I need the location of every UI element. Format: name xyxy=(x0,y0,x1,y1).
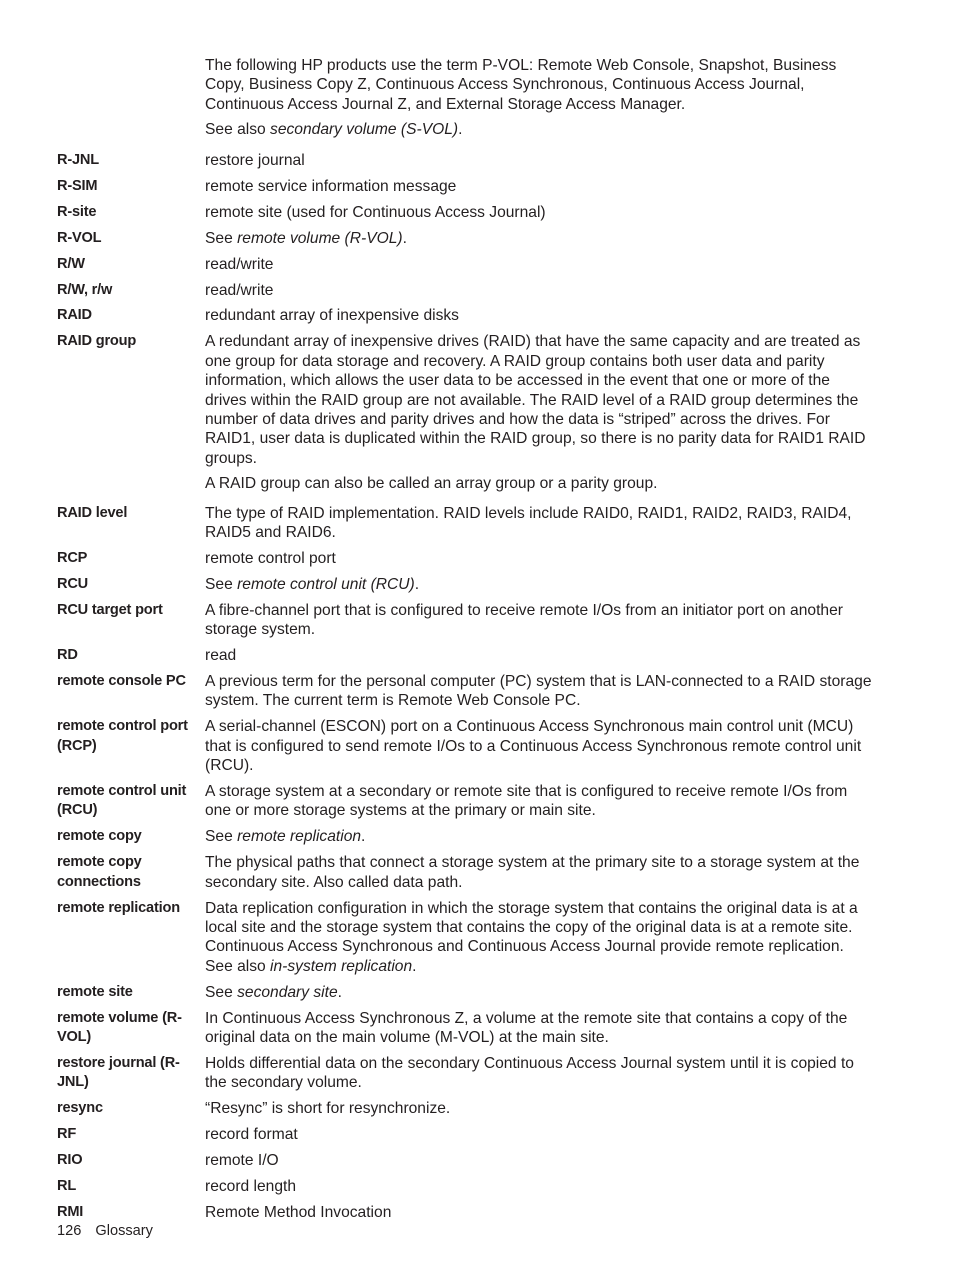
definition-text: read/write xyxy=(205,281,274,299)
glossary-entry xyxy=(57,646,872,665)
glossary-entry xyxy=(57,782,872,821)
glossary-entry xyxy=(57,601,872,640)
definition-paragraph xyxy=(205,782,872,821)
glossary-term: R-JNL xyxy=(57,152,99,168)
definition-paragraph xyxy=(205,1177,872,1196)
definition-text: Remote Method Invocation xyxy=(205,1203,392,1221)
definition-paragraph xyxy=(205,1009,872,1048)
glossary-definition xyxy=(205,203,872,222)
definition-paragraph xyxy=(205,332,872,468)
glossary-entry xyxy=(57,717,872,775)
definition-text: read/write xyxy=(205,255,274,273)
cross-reference: secondary site xyxy=(237,983,338,1001)
glossary-term: resync xyxy=(57,1100,103,1117)
see-also-prefix: See also xyxy=(205,121,271,139)
glossary-term: RAID xyxy=(57,307,92,324)
glossary-entry xyxy=(57,1099,872,1118)
glossary-entry xyxy=(57,151,872,170)
glossary-term: restore journal (R-JNL) xyxy=(57,1054,180,1091)
definition-paragraph xyxy=(205,1203,872,1222)
glossary-term: RCU xyxy=(57,575,89,592)
see-also-suffix: . xyxy=(458,121,463,139)
glossary-definition xyxy=(205,601,872,640)
glossary-definition xyxy=(205,1099,872,1118)
glossary-term: R-VOL xyxy=(57,229,102,246)
glossary-term: remote control port (RCP) xyxy=(57,718,188,754)
glossary-entry xyxy=(57,306,872,325)
glossary-term: R-SIM xyxy=(57,177,98,194)
glossary-definition xyxy=(205,1009,872,1048)
glossary-definition xyxy=(205,827,872,846)
glossary-definition xyxy=(205,1203,872,1222)
definition-paragraph xyxy=(205,229,872,248)
definition-text: A redundant array of inexpensive drives (RAID) that have the same capacity and are treated as one group for data storage and recovery. A RAID group contains both user data and parity information, which allows the user data to be accessed in the event that one or more of the drives within the RAID group are not available. The RAID level of a RAID group determines the number of data drives and parity drives and how the data is “striped” across the drives. For RAID1, user data is duplicated within the RAID group, so there is no parity data for RAID1 RAID groups. xyxy=(205,333,866,467)
definition-paragraph xyxy=(205,203,872,222)
pvol-products-paragraph: The following HP products use the term P-VOL: Remote Web Console, Snapshot, Business Copy, Business Copy Z, Continuous Access Synchronous, Continuous Access Journal, Continuous Access Journal Z, and External Storage Access Manager. xyxy=(205,57,837,113)
glossary-term: remote replication xyxy=(57,899,180,916)
glossary-definition xyxy=(205,1177,872,1196)
see-also-link: secondary volume (S-VOL) xyxy=(270,121,459,139)
glossary-definition xyxy=(205,853,872,892)
definition-text: . xyxy=(414,575,420,593)
glossary-entry xyxy=(57,672,872,711)
glossary-term: RF xyxy=(57,1126,77,1143)
definition-text: See xyxy=(205,575,238,593)
glossary-term: remote copy connections xyxy=(57,854,142,890)
definition-paragraph xyxy=(205,601,872,640)
definition-text: A storage system at a secondary or remote site that is configured to receive remote I/Os from one or more storage systems at the primary or main site. xyxy=(205,782,848,820)
pvol-see-also xyxy=(205,120,870,139)
definition-text: record length xyxy=(205,1177,297,1195)
definition-text: restore journal xyxy=(205,152,305,169)
glossary-definition xyxy=(205,1151,872,1170)
definition-text: . xyxy=(402,229,407,247)
glossary-definition xyxy=(205,151,872,170)
definition-paragraph xyxy=(205,646,872,665)
definition-text: “Resync” is short for resynchronize. xyxy=(205,1100,451,1118)
glossary-term: remote console PC xyxy=(57,672,186,689)
glossary-term: RCP xyxy=(57,549,88,566)
definition-text: remote control port xyxy=(205,549,336,567)
glossary-entry xyxy=(57,177,872,196)
glossary-definition xyxy=(205,1054,872,1093)
glossary-definition xyxy=(205,899,872,977)
glossary-definition xyxy=(205,717,872,775)
glossary-entry xyxy=(57,983,872,1002)
glossary-term: R-site xyxy=(57,203,97,220)
definition-text: . xyxy=(361,828,366,846)
definition-text: A fibre-channel port that is configured to receive remote I/Os from an initiator port on another storage system. xyxy=(205,601,843,639)
glossary-definition xyxy=(205,983,872,1002)
glossary-entry xyxy=(57,575,872,594)
glossary-definition xyxy=(205,255,872,274)
definition-text: The type of RAID implementation. RAID levels include RAID0, RAID1, RAID2, RAID3, RAID4, RAID5 and RAID6. xyxy=(205,504,852,541)
definition-paragraph xyxy=(205,474,872,493)
glossary-term: remote volume (R-VOL) xyxy=(57,1009,182,1045)
glossary-definition xyxy=(205,229,872,248)
definition-paragraph xyxy=(205,1151,872,1170)
definition-paragraph xyxy=(205,306,872,325)
definition-text: A serial-channel (ESCON) port on a Continuous Access Synchronous main control unit (MCU) that is configured to send remote I/Os to a Continuous Access Synchronous remote control unit (RCU). xyxy=(205,718,862,775)
definition-paragraph xyxy=(205,504,872,543)
cross-reference: in-system replication xyxy=(270,957,413,975)
glossary-definition xyxy=(205,646,872,665)
glossary-list xyxy=(57,151,872,1222)
definition-text: record format xyxy=(205,1126,298,1144)
definition-paragraph xyxy=(205,1099,872,1118)
definition-paragraph xyxy=(205,281,872,300)
definition-paragraph xyxy=(205,672,872,711)
glossary-entry xyxy=(57,1151,872,1170)
glossary-entry xyxy=(57,281,872,300)
glossary-definition xyxy=(205,782,872,821)
glossary-entry xyxy=(57,853,872,892)
definition-text: remote I/O xyxy=(205,1151,279,1169)
glossary-entry xyxy=(57,827,872,846)
glossary-entry xyxy=(57,1203,872,1222)
glossary-definition xyxy=(205,1125,872,1144)
cross-reference: remote control unit (RCU) xyxy=(237,575,415,593)
glossary-entry xyxy=(57,332,872,493)
pvol-definition-continuation xyxy=(205,56,870,140)
glossary-entry xyxy=(57,1125,872,1144)
definition-paragraph xyxy=(205,983,872,1002)
definition-text: remote service information message xyxy=(205,177,457,195)
definition-paragraph xyxy=(205,1125,872,1144)
glossary-term: R/W, r/w xyxy=(57,281,113,298)
definition-paragraph xyxy=(205,177,872,196)
definition-paragraph xyxy=(205,1054,872,1093)
glossary-definition xyxy=(205,332,872,493)
definition-text: A RAID group can also be called an array group or a parity group. xyxy=(205,475,658,493)
glossary-definition xyxy=(205,504,872,543)
footer-section: Glossary xyxy=(95,1223,153,1239)
definition-text: . xyxy=(412,957,417,975)
glossary-entry xyxy=(57,255,872,274)
glossary-definition xyxy=(205,549,872,568)
glossary-term: RAID level xyxy=(57,504,128,521)
definition-paragraph xyxy=(205,899,872,977)
glossary-term: RMI xyxy=(57,1203,84,1220)
definition-text: Holds differential data on the secondary Continuous Access Journal system until it is copied to the secondary volume. xyxy=(205,1054,854,1092)
definition-text: See xyxy=(205,828,238,846)
glossary-entry xyxy=(57,1009,872,1048)
definition-paragraph xyxy=(205,575,872,594)
definition-text: In Continuous Access Synchronous Z, a volume at the remote site that contains a copy of the original data on the main volume (M-VOL) at the main site. xyxy=(205,1009,848,1046)
definition-text: Data replication configuration in which the storage system that contains the original data is at a local site and the storage system that contains the copy of the original data is at a remote site. Continuous Access Synchronous and Continuous Access Journal provide remote replication. See also xyxy=(205,899,858,975)
glossary-term: remote control unit (RCU) xyxy=(57,782,187,819)
glossary-term: RAID group xyxy=(57,333,137,350)
definition-text: See xyxy=(205,229,238,247)
definition-text: See xyxy=(205,983,238,1001)
definition-paragraph xyxy=(205,827,872,846)
glossary-definition xyxy=(205,672,872,711)
glossary-term: RIO xyxy=(57,1151,83,1168)
glossary-definition xyxy=(205,281,872,300)
definition-paragraph xyxy=(205,717,872,775)
glossary-entry xyxy=(57,229,872,248)
glossary-term: RCU target port xyxy=(57,601,163,618)
glossary-term: RL xyxy=(57,1177,77,1194)
glossary-definition xyxy=(205,575,872,594)
definition-text: remote site (used for Continuous Access Journal) xyxy=(205,203,546,221)
glossary-term: remote copy xyxy=(57,828,142,845)
glossary-entry xyxy=(57,504,872,543)
glossary-entry xyxy=(57,549,872,568)
glossary-entry xyxy=(57,1054,872,1093)
page-footer xyxy=(57,1222,153,1241)
definition-text: read xyxy=(205,647,237,665)
definition-text: redundant array of inexpensive disks xyxy=(205,307,459,325)
definition-text: The physical paths that connect a storage system at the primary site to a storage system at the secondary site. Also called data path. xyxy=(205,854,860,891)
glossary-definition xyxy=(205,306,872,325)
cross-reference: remote volume (R-VOL) xyxy=(237,229,403,247)
definition-paragraph xyxy=(205,151,872,170)
definition-text: . xyxy=(337,983,342,1001)
definition-paragraph xyxy=(205,549,872,568)
glossary-definition xyxy=(205,177,872,196)
definition-text: A previous term for the personal computer (PC) system that is LAN-connected to a RAID storage system. The current term is Remote Web Console PC. xyxy=(205,672,872,710)
glossary-term: RD xyxy=(57,647,78,664)
glossary-entry xyxy=(57,899,872,977)
glossary-entry xyxy=(57,203,872,222)
glossary-entry xyxy=(57,1177,872,1196)
definition-paragraph xyxy=(205,255,872,274)
page-number: 126 xyxy=(57,1223,82,1239)
cross-reference: remote replication xyxy=(237,828,362,846)
definition-paragraph xyxy=(205,853,872,892)
glossary-term: remote site xyxy=(57,983,133,1000)
glossary-term: R/W xyxy=(57,255,85,272)
